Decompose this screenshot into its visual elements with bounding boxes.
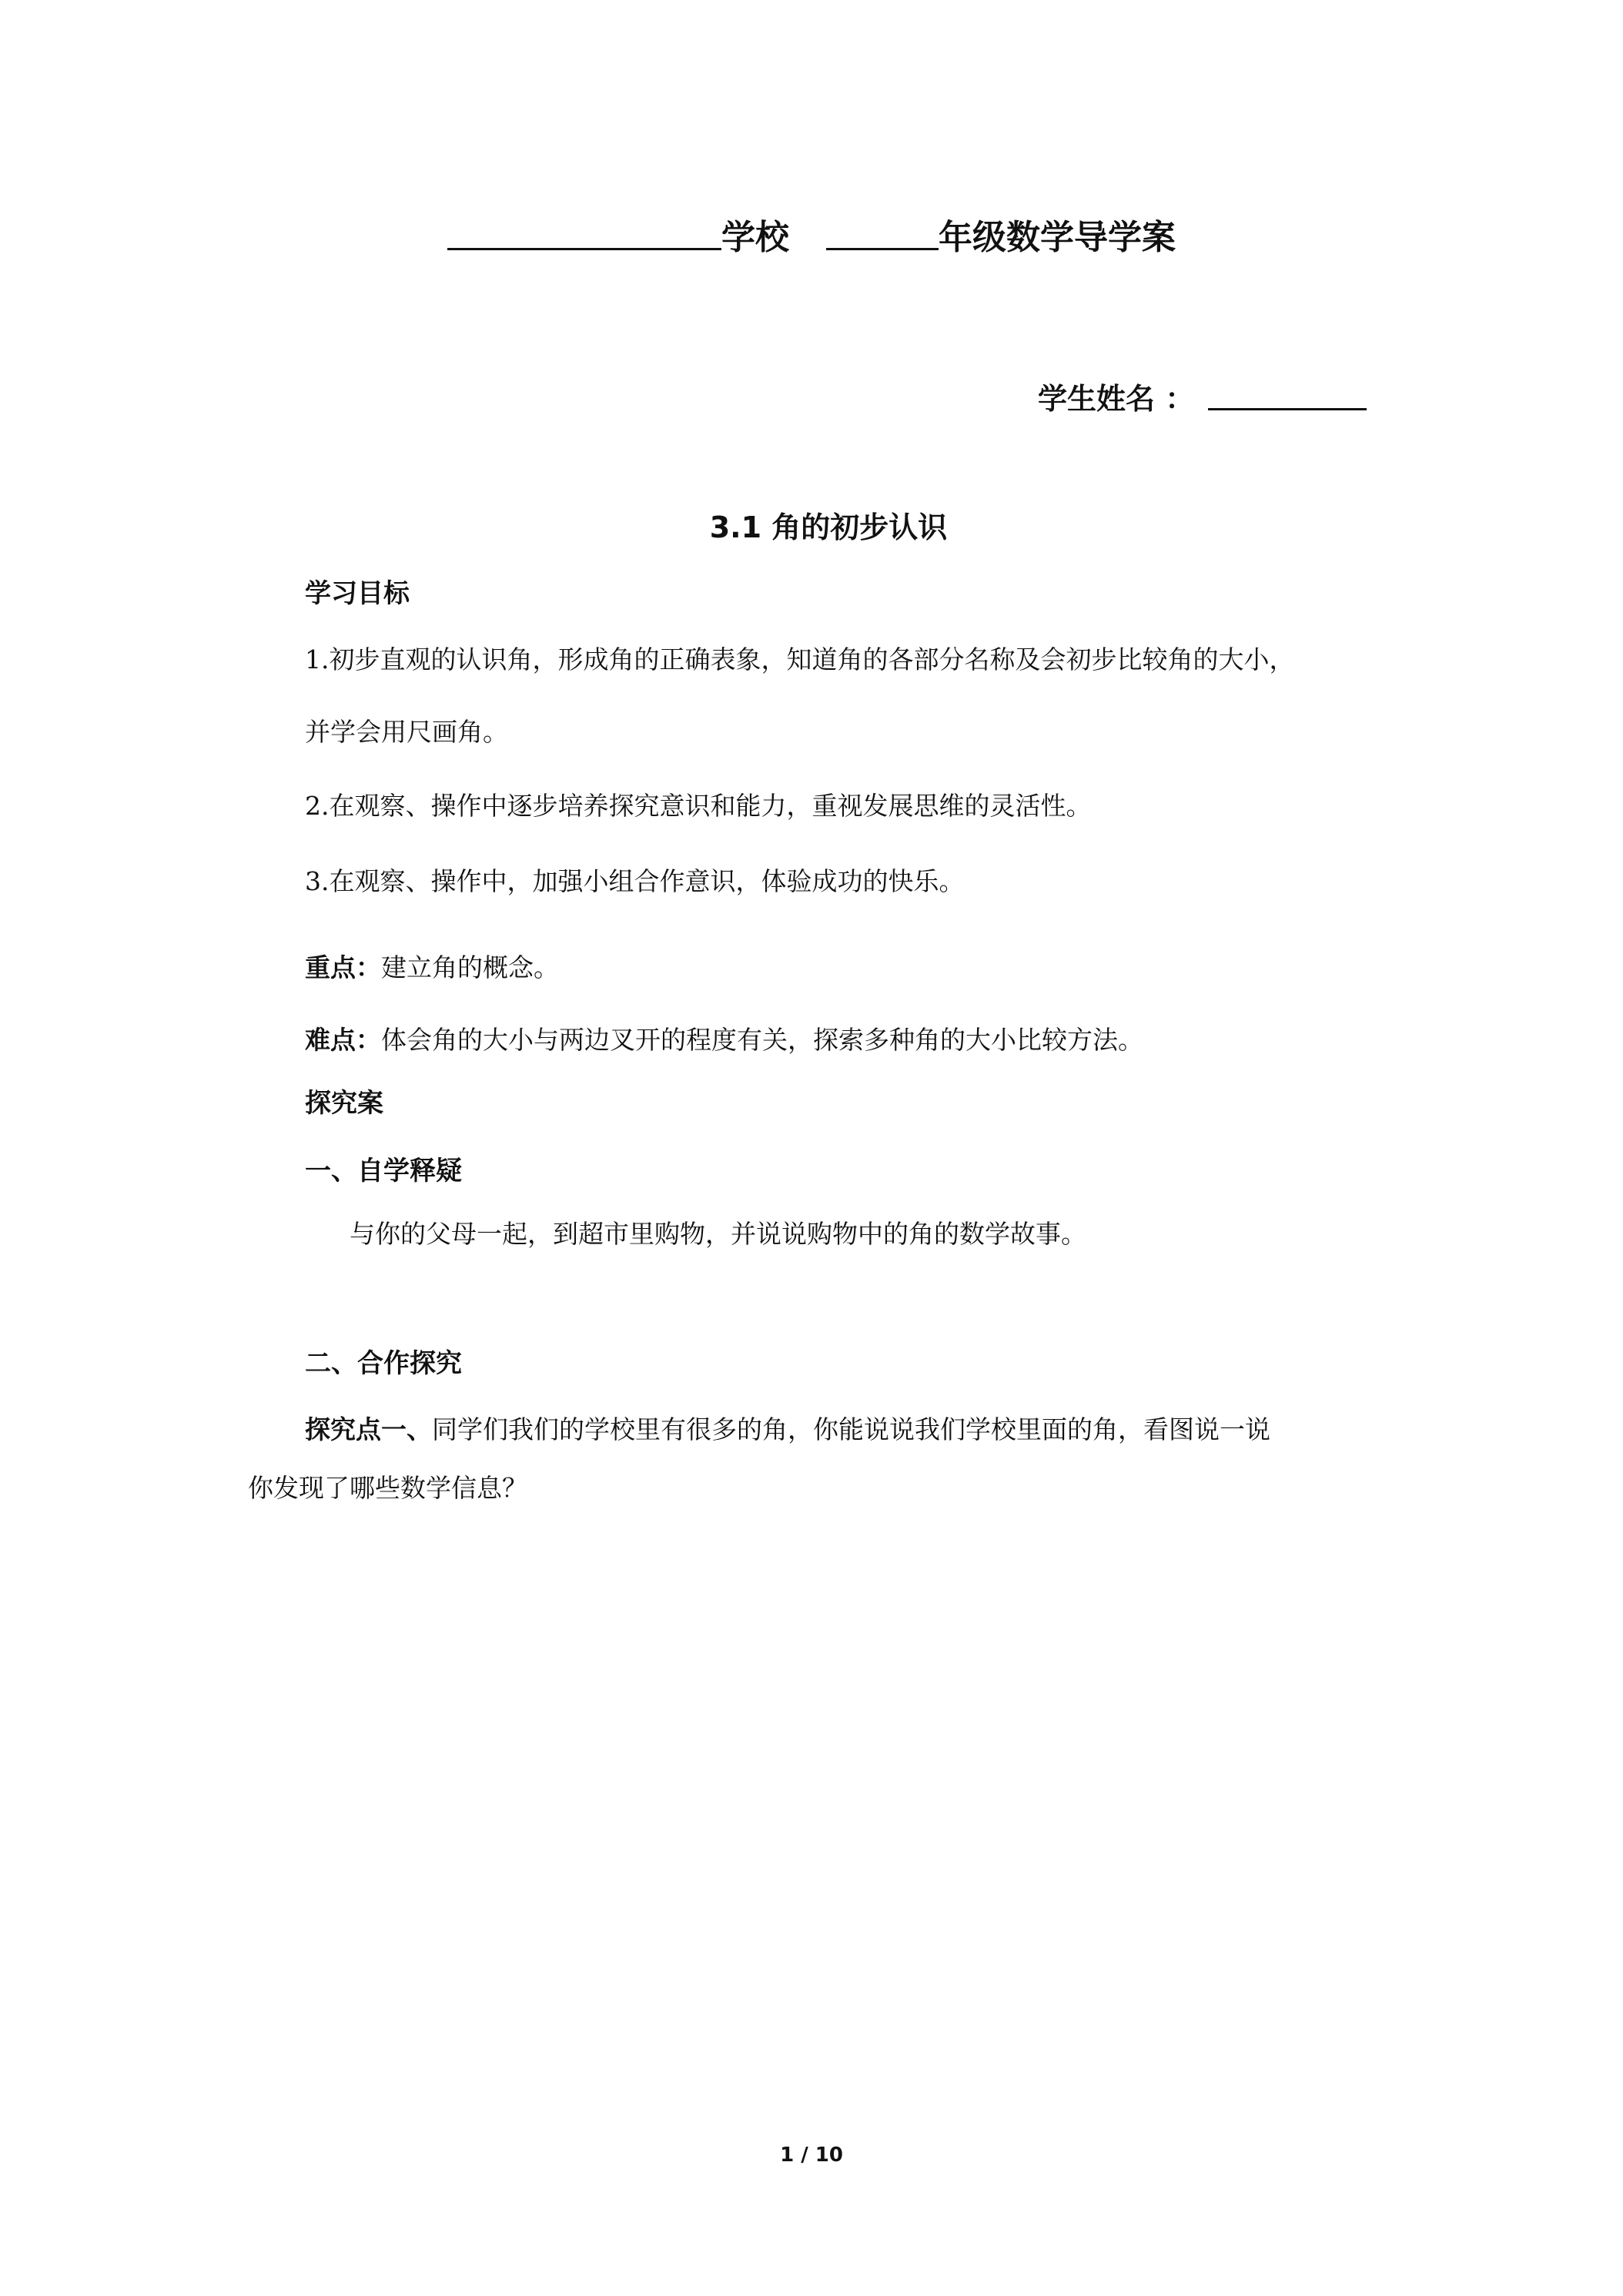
explore-point-1-line-2: 你发现了哪些数学信息？ (248, 1473, 527, 1503)
grade-suffix: 年级数学导学案 (939, 218, 1176, 257)
objectives-heading: 学习目标 (305, 578, 410, 609)
objective-item-1-line-2: 并学会用尺画角。 (305, 717, 508, 747)
explore-point-1-line-1 (305, 1412, 1270, 1448)
student-name-blank (1208, 377, 1367, 410)
key-point-label: 重点： (305, 952, 381, 982)
student-name-label: 学生姓名 ： (1038, 382, 1195, 416)
section-2-heading: 二、合作探究 (305, 1348, 462, 1379)
explore-point-1-text: 同学们我们的学校里有很多的角，你能说说我们学校里面的角，看图说一说 (432, 1414, 1270, 1444)
lesson-title: 3.1 角的初步认识 (709, 510, 948, 544)
document-header (0, 214, 1623, 261)
grade-blank (826, 214, 939, 250)
difficult-point (305, 1022, 1143, 1058)
difficult-point-label: 难点： (305, 1025, 381, 1055)
objective-item-2: 2.在观察、操作中逐步培养探究意识和能力，重视发展思维的灵活性。 (305, 791, 1092, 821)
section-1-heading: 一、自学释疑 (305, 1156, 462, 1186)
section-1-text: 与你的父母一起，到超市里购物，并说说购物中的角的数学故事。 (350, 1219, 1086, 1249)
school-blank (447, 214, 721, 250)
key-point (305, 950, 559, 986)
objective-item-3: 3.在观察、操作中，加强小组合作意识，体验成功的快乐。 (305, 866, 965, 896)
objective-item-1-line-1: 1.初步直观的认识角，形成角的正确表象，知道角的各部分名称及会初步比较角的大小， (305, 644, 1295, 674)
explore-heading: 探究案 (305, 1088, 383, 1119)
school-suffix: 学校 (721, 218, 789, 257)
explore-point-1-label: 探究点一、 (305, 1414, 432, 1444)
page-indicator: 1 / 10 (780, 2144, 843, 2167)
student-name-row (1038, 377, 1367, 419)
difficult-point-text: 体会角的大小与两边叉开的程度有关，探索多种角的大小比较方法。 (381, 1025, 1143, 1055)
key-point-text: 建立角的概念。 (381, 952, 559, 982)
